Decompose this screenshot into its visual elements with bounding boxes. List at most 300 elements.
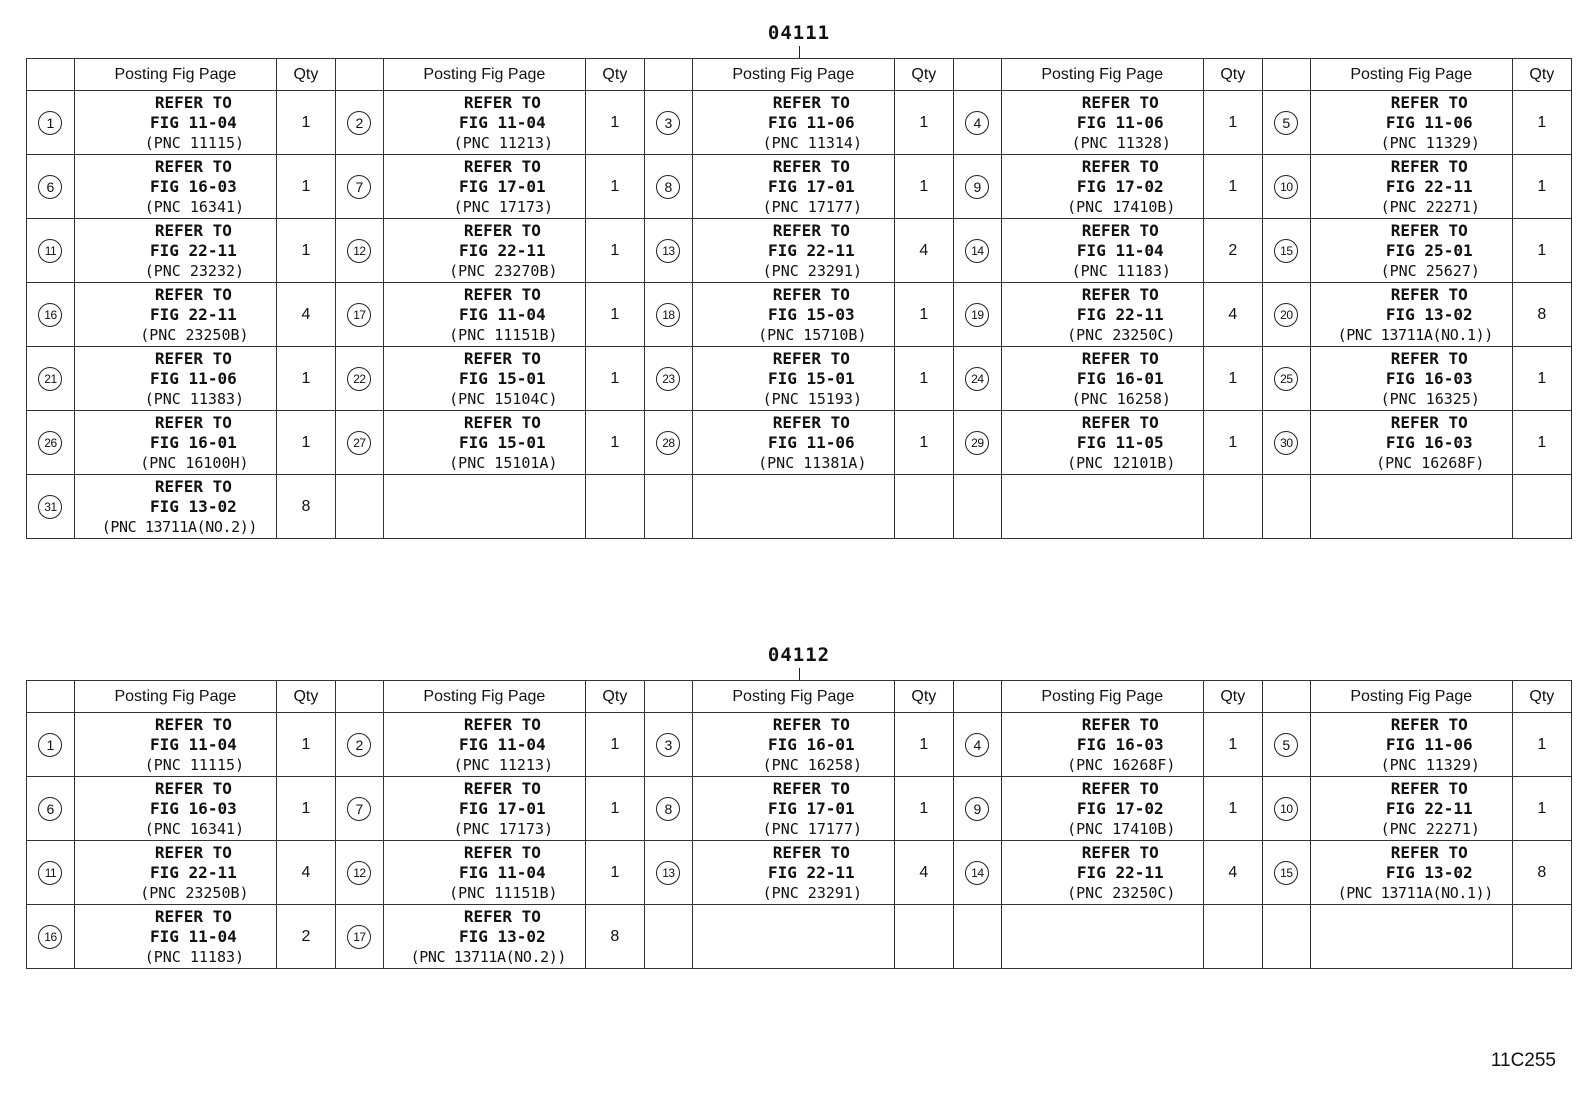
item-number-circle: 7 — [347, 797, 371, 821]
table-row — [27, 777, 1572, 841]
pnc-reference: (PNC 16341) — [144, 197, 245, 216]
pnc-reference: (PNC 23250C) — [1067, 883, 1176, 902]
refer-to-text: REFER TO — [772, 92, 850, 112]
figure-reference: FIG 22-11 — [150, 304, 237, 324]
quantity-cell: 1 — [1203, 411, 1262, 475]
quantity-cell: 1 — [585, 777, 644, 841]
item-number-circle: 1 — [38, 733, 62, 757]
reference-cell — [1310, 219, 1512, 283]
item-number-cell — [1262, 347, 1310, 411]
pnc-reference: (PNC 11329) — [1380, 133, 1480, 152]
quantity-cell: 1 — [585, 713, 644, 777]
item-number-cell — [335, 219, 383, 283]
item-number-cell — [953, 475, 1001, 539]
figure-reference: FIG 11-05 — [1076, 432, 1164, 452]
figure-reference: FIG 16-03 — [150, 176, 237, 196]
reference-cell — [74, 905, 276, 969]
part-header — [26, 22, 1572, 58]
quantity-cell: 1 — [894, 411, 953, 475]
header-index-cell — [27, 59, 75, 91]
refer-to-text: REFER TO — [1081, 778, 1159, 798]
part-number-leader — [799, 46, 800, 58]
item-number-circle: 3 — [656, 733, 680, 757]
figure-reference: FIG 11-06 — [150, 368, 237, 388]
reference-cell — [383, 777, 585, 841]
refer-to-text: REFER TO — [154, 476, 232, 496]
reference-cell — [74, 155, 276, 219]
header-posting-fig-page: Posting Fig Page — [74, 59, 276, 91]
quantity-cell: 1 — [1203, 713, 1262, 777]
header-index-cell — [953, 681, 1001, 713]
item-number-cell — [644, 91, 692, 155]
header-qty: Qty — [1203, 59, 1262, 91]
item-number-circle: 14 — [965, 239, 989, 263]
item-number-cell — [644, 411, 692, 475]
item-number-circle: 15 — [1274, 861, 1298, 885]
item-number-cell — [953, 411, 1001, 475]
reference-cell — [692, 713, 894, 777]
header-index-cell — [335, 681, 383, 713]
section-04112 — [26, 644, 1572, 969]
item-number-circle: 5 — [1274, 733, 1298, 757]
reference-cell — [692, 475, 894, 539]
item-number-cell — [953, 155, 1001, 219]
pnc-reference: (PNC 23250B) — [140, 883, 249, 902]
reference-cell — [383, 841, 585, 905]
item-number-circle: 17 — [347, 925, 371, 949]
refer-to-text: REFER TO — [463, 906, 541, 926]
table-row — [27, 155, 1572, 219]
item-number-cell — [953, 219, 1001, 283]
reference-cell — [74, 283, 276, 347]
item-number-cell — [27, 155, 75, 219]
item-number-circle: 16 — [38, 925, 62, 949]
pnc-reference: (PNC 11183) — [144, 947, 245, 966]
quantity-cell: 1 — [1512, 713, 1571, 777]
item-number-circle: 14 — [965, 861, 989, 885]
item-number-circle: 27 — [347, 431, 371, 455]
figure-reference: FIG 25-01 — [1385, 240, 1473, 260]
item-number-cell — [1262, 219, 1310, 283]
refer-to-text: REFER TO — [1081, 348, 1159, 368]
reference-cell — [383, 713, 585, 777]
figure-reference: FIG 17-01 — [767, 176, 855, 196]
reference-cell — [383, 347, 585, 411]
item-number-cell — [335, 475, 383, 539]
refer-to-text: REFER TO — [1081, 220, 1159, 240]
item-number-cell — [953, 283, 1001, 347]
header-qty: Qty — [585, 681, 644, 713]
quantity-cell: 1 — [276, 777, 335, 841]
table-row — [27, 475, 1572, 539]
pnc-reference: (PNC 15101A) — [449, 453, 558, 472]
header-qty: Qty — [1512, 59, 1571, 91]
pnc-reference: (PNC 11328) — [1071, 133, 1171, 152]
figure-reference: FIG 13-02 — [1385, 304, 1473, 324]
figure-reference: FIG 16-01 — [1076, 368, 1164, 388]
figure-reference: FIG 11-06 — [1385, 734, 1473, 754]
quantity-cell: 1 — [585, 91, 644, 155]
item-number-circle: 10 — [1274, 175, 1298, 199]
item-number-circle: 18 — [656, 303, 680, 327]
refer-to-text: REFER TO — [1390, 778, 1468, 798]
figure-reference: FIG 16-03 — [1385, 432, 1473, 452]
item-number-cell — [953, 713, 1001, 777]
header-index-cell — [644, 681, 692, 713]
quantity-cell: 2 — [1203, 219, 1262, 283]
item-number-circle: 10 — [1274, 797, 1298, 821]
figure-reference: FIG 22-11 — [1076, 862, 1164, 882]
pnc-reference: (PNC 25627) — [1380, 261, 1480, 280]
quantity-cell: 8 — [276, 475, 335, 539]
item-number-circle: 13 — [656, 239, 680, 263]
table-row — [27, 905, 1572, 969]
pnc-reference: (PNC 17173) — [453, 197, 554, 216]
quantity-cell: 1 — [894, 777, 953, 841]
item-number-cell — [27, 713, 75, 777]
pnc-reference: (PNC 16100H) — [140, 453, 249, 472]
refer-to-text: REFER TO — [1390, 412, 1468, 432]
figure-reference: FIG 11-06 — [767, 432, 855, 452]
figure-reference: FIG 11-06 — [1385, 112, 1473, 132]
pnc-reference: (PNC 11314) — [762, 133, 862, 152]
header-index-cell — [1262, 59, 1310, 91]
quantity-cell — [1203, 905, 1262, 969]
refer-to-text: REFER TO — [154, 348, 232, 368]
reference-cell — [692, 841, 894, 905]
pnc-reference: (PNC 22271) — [1380, 819, 1480, 838]
reference-cell — [383, 155, 585, 219]
pnc-reference: (PNC 13711A(NO.2)) — [101, 517, 258, 536]
pnc-reference: (PNC 11151B) — [449, 325, 558, 344]
item-number-cell — [335, 347, 383, 411]
pnc-reference: (PNC 16268F) — [1067, 755, 1176, 774]
figure-reference: FIG 11-06 — [767, 112, 855, 132]
refer-to-text: REFER TO — [772, 714, 850, 734]
refer-to-text: REFER TO — [772, 156, 850, 176]
quantity-cell: 1 — [894, 713, 953, 777]
header-qty: Qty — [1203, 681, 1262, 713]
refer-to-text: REFER TO — [1390, 842, 1468, 862]
quantity-cell: 1 — [585, 219, 644, 283]
refer-to-text: REFER TO — [463, 348, 541, 368]
reference-cell — [692, 347, 894, 411]
quantity-cell: 1 — [585, 841, 644, 905]
figure-reference: FIG 13-02 — [1385, 862, 1473, 882]
item-number-cell — [953, 91, 1001, 155]
reference-cell — [74, 713, 276, 777]
item-number-cell — [644, 713, 692, 777]
refer-to-text: REFER TO — [154, 220, 232, 240]
pnc-reference: (PNC 13711A(NO.1)) — [1337, 325, 1493, 344]
item-number-circle: 28 — [656, 431, 680, 455]
item-number-circle: 24 — [965, 367, 989, 391]
quantity-cell: 8 — [1512, 841, 1571, 905]
pnc-reference: (PNC 15104C) — [449, 389, 558, 408]
quantity-cell: 2 — [276, 905, 335, 969]
pnc-reference: (PNC 11381A) — [758, 453, 867, 472]
pnc-reference: (PNC 12101B) — [1067, 453, 1176, 472]
item-number-circle: 11 — [38, 861, 62, 885]
reference-cell — [1310, 283, 1512, 347]
header-posting-fig-page: Posting Fig Page — [1310, 681, 1512, 713]
item-number-circle: 13 — [656, 861, 680, 885]
quantity-cell: 1 — [1512, 155, 1571, 219]
quantity-cell: 1 — [585, 155, 644, 219]
quantity-cell: 1 — [585, 283, 644, 347]
reference-cell — [74, 411, 276, 475]
section-04111 — [26, 22, 1572, 539]
figure-reference: FIG 13-02 — [458, 926, 546, 946]
refer-to-text: REFER TO — [772, 284, 850, 304]
pnc-reference: (PNC 16325) — [1380, 389, 1480, 408]
item-number-cell — [27, 91, 75, 155]
refer-to-text: REFER TO — [154, 92, 232, 112]
figure-reference: FIG 17-01 — [458, 176, 546, 196]
item-number-cell — [644, 219, 692, 283]
item-number-cell — [953, 841, 1001, 905]
pnc-reference: (PNC 11213) — [453, 755, 554, 774]
quantity-cell: 1 — [1512, 777, 1571, 841]
item-number-circle: 9 — [965, 175, 989, 199]
item-number-circle: 12 — [347, 861, 371, 885]
quantity-cell — [894, 475, 953, 539]
quantity-cell: 1 — [585, 411, 644, 475]
pnc-reference: (PNC 23250C) — [1067, 325, 1176, 344]
table-row — [27, 219, 1572, 283]
refer-to-text: REFER TO — [772, 778, 850, 798]
pnc-reference: (PNC 17410B) — [1067, 819, 1176, 838]
refer-to-text: REFER TO — [1390, 92, 1468, 112]
item-number-cell — [335, 777, 383, 841]
item-number-circle: 3 — [656, 111, 680, 135]
pnc-reference: (PNC 17177) — [762, 819, 862, 838]
header-index-cell — [335, 59, 383, 91]
reference-cell — [74, 841, 276, 905]
reference-cell — [74, 347, 276, 411]
figure-reference: FIG 11-06 — [1076, 112, 1164, 132]
reference-cell — [74, 475, 276, 539]
refer-to-text: REFER TO — [154, 906, 232, 926]
pnc-reference: (PNC 11115) — [144, 133, 245, 152]
quantity-cell: 1 — [585, 347, 644, 411]
item-number-circle: 9 — [965, 797, 989, 821]
pnc-reference: (PNC 11383) — [144, 389, 245, 408]
pnc-reference: (PNC 11183) — [1071, 261, 1171, 280]
item-number-cell — [644, 155, 692, 219]
reference-cell — [383, 91, 585, 155]
figure-reference: FIG 22-11 — [767, 862, 855, 882]
header-qty: Qty — [894, 59, 953, 91]
reference-cell — [1310, 841, 1512, 905]
refer-to-text: REFER TO — [463, 412, 541, 432]
figure-reference: FIG 11-04 — [150, 926, 237, 946]
refer-to-text: REFER TO — [154, 284, 232, 304]
item-number-circle: 26 — [38, 431, 62, 455]
pnc-reference: (PNC 17173) — [453, 819, 554, 838]
header-posting-fig-page: Posting Fig Page — [1310, 59, 1512, 91]
figure-reference: FIG 11-04 — [150, 734, 237, 754]
item-number-cell — [1262, 713, 1310, 777]
item-number-cell — [335, 91, 383, 155]
pnc-reference: (PNC 16268F) — [1376, 453, 1485, 472]
figure-reference: FIG 11-04 — [458, 112, 546, 132]
header-index-cell — [953, 59, 1001, 91]
refer-to-text: REFER TO — [463, 156, 541, 176]
item-number-circle: 2 — [347, 111, 371, 135]
item-number-cell — [1262, 841, 1310, 905]
item-number-cell — [1262, 777, 1310, 841]
item-number-cell — [335, 283, 383, 347]
item-number-circle: 29 — [965, 431, 989, 455]
figure-reference: FIG 13-02 — [150, 496, 237, 516]
item-number-cell — [27, 283, 75, 347]
item-number-circle: 17 — [347, 303, 371, 327]
figure-reference: FIG 11-04 — [458, 734, 546, 754]
refer-to-text: REFER TO — [772, 842, 850, 862]
reference-cell — [1310, 777, 1512, 841]
item-number-circle: 21 — [38, 367, 62, 391]
quantity-cell: 8 — [1512, 283, 1571, 347]
header-posting-fig-page: Posting Fig Page — [74, 681, 276, 713]
figure-reference: FIG 16-01 — [150, 432, 237, 452]
pnc-reference: (PNC 23270B) — [449, 261, 558, 280]
refer-to-text: REFER TO — [463, 778, 541, 798]
item-number-circle: 16 — [38, 303, 62, 327]
header-index-cell — [27, 681, 75, 713]
header-posting-fig-page: Posting Fig Page — [383, 59, 585, 91]
part-number-leader — [799, 668, 800, 680]
pnc-reference: (PNC 23291) — [762, 261, 862, 280]
figure-reference: FIG 11-04 — [458, 304, 546, 324]
header-qty: Qty — [276, 59, 335, 91]
header-qty: Qty — [585, 59, 644, 91]
quantity-cell: 1 — [276, 347, 335, 411]
refer-to-text: REFER TO — [1081, 714, 1159, 734]
item-number-cell — [335, 155, 383, 219]
reference-cell — [1001, 283, 1203, 347]
pnc-reference: (PNC 17410B) — [1067, 197, 1176, 216]
reference-cell — [1310, 91, 1512, 155]
item-number-cell — [1262, 475, 1310, 539]
quantity-cell: 4 — [894, 841, 953, 905]
figure-reference: FIG 22-11 — [1385, 798, 1473, 818]
reference-cell — [383, 411, 585, 475]
reference-cell — [383, 475, 585, 539]
header-index-cell — [1262, 681, 1310, 713]
figure-reference: FIG 11-04 — [150, 112, 237, 132]
refer-to-text: REFER TO — [154, 778, 232, 798]
reference-cell — [1310, 347, 1512, 411]
table-row — [27, 91, 1572, 155]
item-number-circle: 6 — [38, 797, 62, 821]
refer-to-text: REFER TO — [154, 714, 232, 734]
refer-to-text: REFER TO — [1081, 156, 1159, 176]
quantity-cell: 1 — [894, 283, 953, 347]
figure-reference: FIG 22-11 — [150, 862, 237, 882]
header-index-cell — [644, 59, 692, 91]
item-number-circle: 1 — [38, 111, 62, 135]
refer-to-text: REFER TO — [772, 220, 850, 240]
header-posting-fig-page: Posting Fig Page — [1001, 681, 1203, 713]
item-number-circle: 19 — [965, 303, 989, 327]
quantity-cell: 1 — [276, 411, 335, 475]
pnc-reference: (PNC 15710B) — [758, 325, 867, 344]
reference-cell — [383, 905, 585, 969]
item-number-cell — [1262, 411, 1310, 475]
quantity-cell: 4 — [1203, 841, 1262, 905]
header-row — [27, 59, 1572, 91]
reference-cell — [1001, 411, 1203, 475]
refer-to-text: REFER TO — [154, 156, 232, 176]
pnc-reference: (PNC 22271) — [1380, 197, 1480, 216]
quantity-cell: 8 — [585, 905, 644, 969]
reference-cell — [1310, 155, 1512, 219]
quantity-cell: 1 — [894, 347, 953, 411]
reference-cell — [692, 905, 894, 969]
quantity-cell: 1 — [894, 91, 953, 155]
refer-to-text: REFER TO — [463, 220, 541, 240]
part-header — [26, 644, 1572, 680]
item-number-cell — [27, 841, 75, 905]
item-number-cell — [644, 841, 692, 905]
header-qty: Qty — [894, 681, 953, 713]
quantity-cell: 1 — [1512, 91, 1571, 155]
item-number-cell — [1262, 155, 1310, 219]
part-number: 04112 — [767, 644, 831, 666]
table-row — [27, 283, 1572, 347]
figure-reference: FIG 15-01 — [767, 368, 855, 388]
quantity-cell — [1512, 475, 1571, 539]
pnc-reference: (PNC 11213) — [453, 133, 554, 152]
reference-table — [26, 58, 1572, 539]
item-number-circle: 6 — [38, 175, 62, 199]
item-number-circle: 4 — [965, 733, 989, 757]
item-number-cell — [1262, 905, 1310, 969]
refer-to-text: REFER TO — [1390, 220, 1468, 240]
reference-cell — [1001, 905, 1203, 969]
figure-reference: FIG 16-01 — [767, 734, 855, 754]
figure-reference: FIG 17-01 — [767, 798, 855, 818]
reference-cell — [1001, 777, 1203, 841]
header-qty: Qty — [1512, 681, 1571, 713]
header-posting-fig-page: Posting Fig Page — [383, 681, 585, 713]
reference-cell — [1310, 411, 1512, 475]
figure-reference: FIG 16-03 — [1076, 734, 1164, 754]
item-number-circle: 15 — [1274, 239, 1298, 263]
reference-cell — [692, 155, 894, 219]
item-number-circle: 11 — [38, 239, 62, 263]
reference-cell — [692, 777, 894, 841]
quantity-cell: 4 — [276, 841, 335, 905]
pnc-reference: (PNC 16258) — [1071, 389, 1171, 408]
pnc-reference: (PNC 11115) — [144, 755, 245, 774]
item-number-circle: 2 — [347, 733, 371, 757]
pnc-reference: (PNC 23291) — [762, 883, 862, 902]
reference-cell — [692, 91, 894, 155]
pnc-reference: (PNC 17177) — [762, 197, 862, 216]
reference-cell — [1310, 713, 1512, 777]
quantity-cell — [1512, 905, 1571, 969]
refer-to-text: REFER TO — [1081, 284, 1159, 304]
pnc-reference: (PNC 16341) — [144, 819, 245, 838]
quantity-cell — [894, 905, 953, 969]
item-number-cell — [335, 905, 383, 969]
reference-cell — [1001, 841, 1203, 905]
item-number-circle: 31 — [38, 495, 62, 519]
quantity-cell: 1 — [276, 219, 335, 283]
quantity-cell: 1 — [1203, 91, 1262, 155]
